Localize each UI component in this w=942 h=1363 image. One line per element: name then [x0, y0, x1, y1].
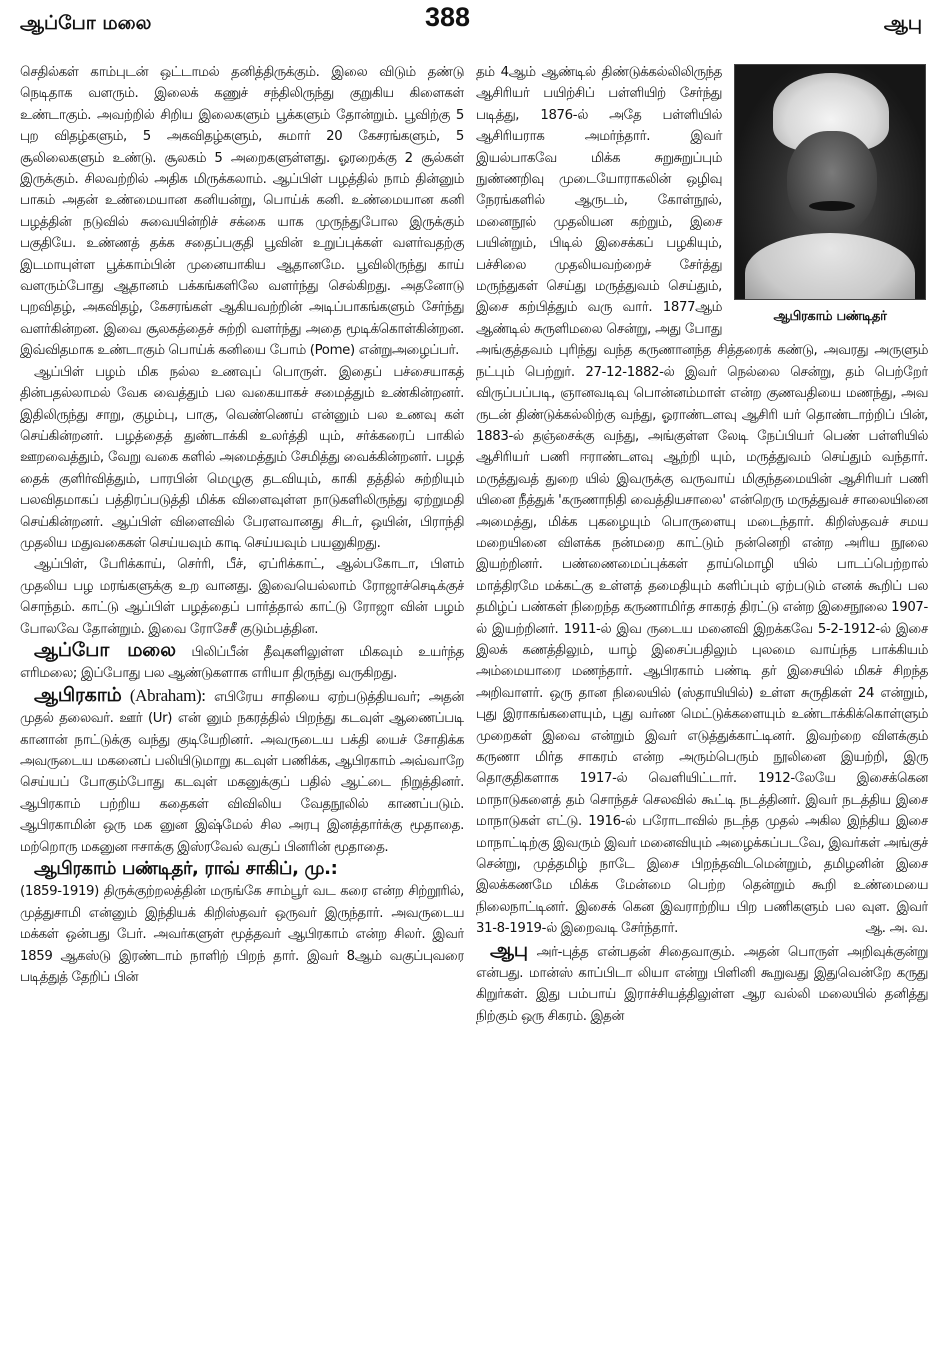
right-column [476, 62, 928, 1352]
entry-abraham-pandithar [20, 858, 464, 988]
portrait-figure [732, 62, 928, 327]
entry-heading: ஆபு [490, 938, 528, 961]
running-head-right: ஆபு [883, 12, 922, 34]
entry-body: எபிரேய சாதியை ஏற்படுத்தியவர்; அதன் முதல் தலைவர். ஊர் (Ur) என் னும் நகரத்தில் பிறந்து கடவுள் ஆணைப்படி கானான் நாட்டுக்கு வந்து குடியேறினர். அவருடைய பக்தி யைச் சோதிக்க அவருடைய மகனைப் பலியிடுமாறு கடவுள் பணிக்க, ஆபிரகாம் அவ்வாறே செய்யப் போகும்போது கடவுள் மகனுக்குப் பதில் ஆட்டை நிறுத்தினர். ஆபிரகாம் பற்றிய கதைகள் விவிலிய வேதநூலில் காணப்படும். ஆபிரகாமின் ஒரு மக னுன இஷ்மேல் சில அரபு இனத்தார்க்கு மூதாதை. மற்றொரு மகனுன ஈசாக்கு இஸ்ரவேல் வகுப் பினரின் மூதாதை. [20, 689, 464, 855]
photo-caption: ஆபிரகாம் பண்டிதர் [773, 309, 887, 324]
running-head-left: ஆப்போ மலை [20, 12, 152, 34]
entry-latin-name: (Abraham): [129, 685, 206, 705]
left-column [20, 62, 464, 1352]
entry-body: அர்-புத்த என்பதன் சிதைவாகும். அதன் பொருள் அறிவுக்குன்று என்பது. மான்ஸ் காப்பிடா லியா என்று பிளினி கூறுவது இதுவென்றே கருது கிறுர்கள். இது பம்பாய் இராச்சியத்திலுள்ள ஆர வல்லி மலையில் தனித்து நிற்கும் ஒரு சிகரம். இதன் [476, 944, 928, 1024]
apple-uses-paragraph: ஆப்பிள் பழம் மிக நல்ல உணவுப் பொருள். இதைப் பச்சையாகத் தின்பதல்லாமல் வேக வைத்தும் பல வகையாகச் சமைத்தும் உண்கின்றனர். இதிலிருந்து சாறு, குழம்பு, பாகு, வெண்ணெய் என்னும் பல உணவு கள் செய்கின்றனர். பழத்தைத் துண்டாக்கி உலர்த்தி யும், சர்க்கரைப் பாகில் ஊறவைத்தும், வேறு வகை களில் அமைத்தும் சேமித்து வைக்கின்றனர். பழத் தைக் குளிர்வித்தும், பாரபின் மெழுகு தடவியும், காகி தத்தில் சுற்றியும் பலவிதமாகப் பத்திரப்படுத்தி மிக்க விளைவுள்ள நாடுகளிலிருந்து ஏற்றுமதி செய்கின்றனர். ஆப்பிள் விளைவில் பேரளவானது சிடர், ஒயின், பிராந்தி முதலிய மதுவகைகள் செய்யவும் காடி செய்யவும் பயனுகிறது. [20, 364, 464, 551]
biography-text: தம் 4ஆம் ஆண்டில் திண்டுக்கல்லிலிருந்த ஆசிரியர் பயிற்சிப் பள்ளியிற் சேர்ந்து படித்து, 1876-ல் அதே பள்ளியில் ஆசிரியராக அமர்ந்தார். இவர் இயல்பாகவே மிக்க சுறுசுறுப்பும் நுண்ணறிவு முடையோராகலின் ஒழிவு நேரங்களில் ஆருடம், கோள்நூல், மனைநூல் முதலியன கற்றும், இசை பயின்றும், பிடில் இசைக்கப் பழகியும், பச்சிலை முதலியவற்றைச் சேர்த்து மருந்துகள் செய்து மருத்துவம் செய்தும், இசை கற்பித்தும் வரு வார். 1877ஆம் ஆண்டில் சுருளிமலை சென்று, அது போது அங்குத்தவம் புரிந்து வந்த கருணானந்த சித்தரைக் கண்டு, அவரது அருளும் நட்பும் பெற்றுர். 27-12-1882-ல் இவர் நெல்லை சென்று, தம் பெற்றேர் விருப்பப்படி, ஞானவடிவு பொன்னம்மாள் என்ற குணவதியை மணந்து, அவ ருடன் திண்டுக்கல்லிற்கு வந்து, ஓராண்டளவு ஆசிரி யர் தொண்டாற்றிப் பின், 1883-ல் தஞ்சைக்கு வந்து, அங்குள்ள லேடி நேப்பியர் பெண் பள்ளியில் ஆசிரியர் பணி ஈராண்டளவு ஆற்றி யும், மருத்துவம் செய்தும் வந்தார். மருத்துவத் துறை யில் இவருக்கு வருவாய் மிகுந்தமையின் ஆசிரியர் பணி யினை நீத்துக் 'கருணாநிதி வைத்தியசாலை' என்றெரு மருத்துவச் சாலையினை அமைத்து, மிக்க புகழையும் பொருளையு மடைந்தார். கிறிஸ்தவச் சமய மறையினை விளக்க நன்மறை காட்டும் நன்னெறி என்ற அரிய நூலை இயற்றினர். பண்ணைமைப்புக்கள் தாய்மொழி யில் பாடப்பெற்றால் மாத்திரமே மக்கட்கு உள்ளத் தமைதியும் களிப்பும் ஏற்படும் எனக் கூறிப் பல தமிழ்ப் பண்கள் நிறைந்த கருணாமிர்த சாகரத் திரட்டு என்ற இசைநூலை 1907-ல் இயற்றினர். 1911-ல் இவ ருடைய மனைவி இறக்கவே 5-2-1912-ல் இசை இலக் கணத்திலும், யாழ் இசைப்பதிலும் புலமை வாய்ந்த பாக்கியம் அம்மையாரை மணந்தார். ஆபிரகாம் பண்டி தர் இசையில் மிகச் சிறந்த அறிவாளர். ஒரு தான நிலையில் (ஸ்தாயியில்) உள்ள சுருதிகள் 24 என்றும், புது இராகங்களையும், புது வர்ண மெட்டுக்களையும் உண்டாக்கிக்கொள்ளும் முறைகள் இவை என்றும் இவர் எடுத்துக்காட்டினர். இவற்றை விளக்கும் கருணா மிர்த சாகரம் என்ற அரும்பெரும் நூலினை இயற்றி, இரு தொகுதிகளாக 1917-ல் வெளியிட்டார். 1912-லேயே இசைக்கென மாநாடுகளைத் தம் சொந்தச் செலவில் கூட்டி நடத்தினர். இவர் நடத்திய இசை மாநாடுகள் எட்டு. 1916-ல் பரோடாவில் நடந்த முதல் அகில இந்திய இசை மாநாட்டிற்கு இவரும் இவர் மனைவியும் அழைக்கப்படவே, இவர்கள் அங்குச் சென்று, முத்தமிழ் நாடே இசை பிறந்தவிடமென்றும், தமிழனின் இசை இலக்கணமே மிக்க மேன்மை பெற்ற தென்றும் கூறி உண்மையை நிலைநாட்டினர். இசைக் கென இவராற்றிய பிற பணிகளும் பல வுள. இவர் 31-8-1919-ல் இறைவடி சேர்ந்தார். [476, 65, 928, 937]
portrait-photo [734, 64, 926, 300]
entry-heading: ஆபிரகாம் பண்டிதர், ராவ் சாகிப், மு.: [34, 858, 338, 880]
page-number: 388 [425, 2, 471, 32]
apple-fruit-paragraph: செதில்கள் காம்புடன் ஒட்டாமல் தனித்திருக்கும். இலை விடும் தண்டு நெடிதாக வளரும். இலைக் கணுச் சந்திலிருந்து குறுகிய கிளைகள் உண்டாகும். அவற்றில் சிறிய இலைகளும் பூக்களும் தோன்றும். பூவிற்கு 5 புற விதழ்களும், 5 அகவிதழ்களும், சுமார் 20 கேசரங்களும், 5 சூலிலைகளும் உண்டு. சூலகம் 5 அறைகளுள்ளது. ஓரறைக்கு 2 சூல்கள் இருக்கும். சிலவற்றில் அதிக மிருக்கலாம். ஆப்பிள் பழத்தில் நாம் தின்னும் பாகம் அதன் உண்மையான கனியன்று, பொய்க் கனி. உண்மையான கனி பழத்தின் நடுவில் சுவையின்றிச் சக்கை யாக முருந்துபோல இருக்கும் பகுதியே. உண்ணத் தக்க சதைப்பகுதி பூவின் உறுப்புக்கள் வளர்வதற்கு இடமாயுள்ள பூக்காம்பின் முனையாகிய ஆதானமே. பூவிலிருந்து காய் வளரும்போது ஆதானம் பக்கங்களிலே வளர்ந்து செல்கிறது. அதனோடு புறவிதழ், அகவிதழ், கேசரங்கள் ஆகியவற்றின் அடிப்பாகங்களும் சேர்ந்து வளர்கின்றன. இவை சூலகத்தைச் சுற்றி வளர்ந்து அதை மூடிக்கொள்கின்றன. இவ்விதமாக உண்டாகும் பொய்க் கனியை போம் (Pome) என்றுஅழைப்பர். [20, 65, 464, 359]
entry-abraham [20, 685, 464, 858]
entry-body: பிலிப்பீன் தீவுகளிலுள்ள மிகவும் உயர்ந்த எரிமலை; இப்போது பல ஆண்டுகளாக எரியா திருந்து வருகிறது. [20, 644, 464, 682]
entry-apo-mountain [20, 640, 464, 685]
entry-abu [476, 940, 928, 1028]
entry-body: (1859-1919) திருக்குற்றலத்தின் மருங்கே சாம்பூர் வட கரை என்ற சிற்றூரில், முத்துசாமி என்னும் இந்தியக் கிறிஸ்தவர் ஒருவர் இருந்தார். அவருடைய மக்கள் ஒன்பது பேர். அவர்களுள் மூத்தவர் ஆபிரகாம் என்ற சிலர். இவர் 1859 ஆகஸ்டு இரண்டாம் நாளிற் பிறந் தார். இவர் 8ஆம் வகுப்புவரை படித்துத் தேறிப் பின் [20, 884, 464, 986]
author-signature: ஆ. அ. வ. [865, 921, 928, 937]
apple-relatives-paragraph: ஆப்பிள், பேரிக்காய், செர்ரி, பீச், ஏப்ரிக்காட், ஆல்பகோடா, பிளம் முதலிய பழ மரங்களுக்கு உற வானது. இவையெல்லாம் ரோஜாச்செடிக்குச் சொந்தம். காட்டு ஆப்பிள் பழத்தைப் பார்த்தால் காட்டு ரோஜா வின் பழம் போலவே தோன்றும். இவை ரோசேசீ குடும்பத்தின. [20, 557, 464, 637]
page-header [0, 0, 942, 48]
entry-heading: ஆபிரகாம் [34, 683, 122, 706]
entry-heading: ஆப்போ மலை [34, 638, 176, 661]
